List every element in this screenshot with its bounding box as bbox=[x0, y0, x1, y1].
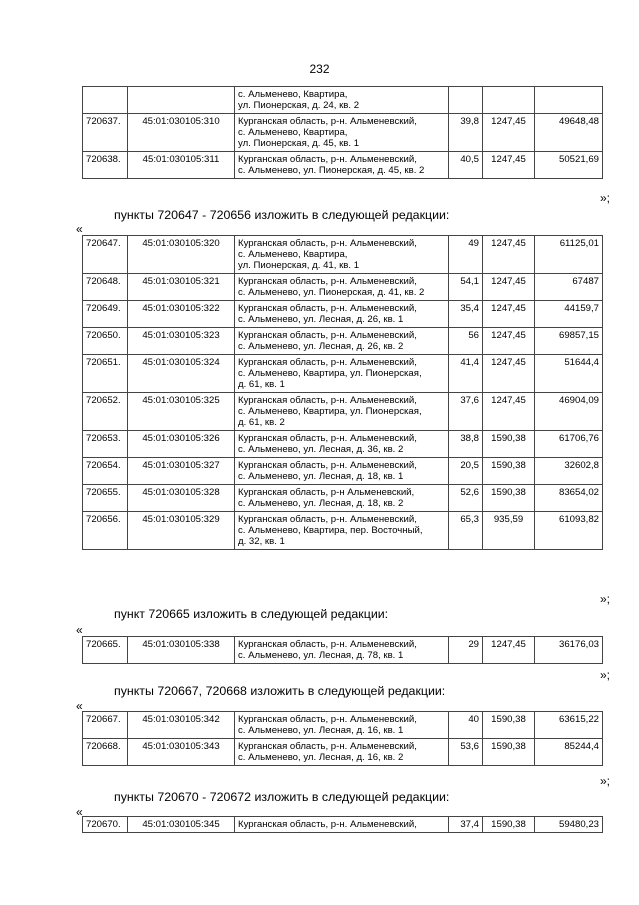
cadastral-number-cell: 45:01:030105:343 bbox=[128, 739, 235, 766]
rate-cell: 1247,45 bbox=[483, 393, 535, 431]
address-line: Курганская область, р-н. Альменевский, bbox=[238, 514, 417, 525]
address-line: с. Альменево, ул. Лесная, д. 26, кв. 2 bbox=[238, 341, 404, 352]
item-number-cell: 720650. bbox=[83, 328, 128, 355]
item-number-cell: 720637. bbox=[83, 114, 128, 152]
cadastral-number-cell: 45:01:030105:329 bbox=[128, 512, 235, 550]
address-line: Курганская область, р-н. Альменевский, bbox=[238, 357, 417, 368]
address-line: Курганская область, р-н. Альменевский, bbox=[238, 714, 417, 725]
section-3-open-quote: « bbox=[76, 699, 83, 713]
cadastral-number-cell: 45:01:030105:311 bbox=[128, 152, 235, 179]
value-cell: 67487 bbox=[535, 274, 603, 301]
cadastral-number-cell: 45:01:030105:326 bbox=[128, 431, 235, 458]
address-line: д. 61, кв. 2 bbox=[238, 417, 285, 428]
item-number-cell: 720665. bbox=[83, 637, 128, 664]
item-number-cell: 720649. bbox=[83, 301, 128, 328]
address-line: с. Альменево, ул. Лесная, д. 18, кв. 1 bbox=[238, 471, 404, 482]
address-line: с. Альменево, Квартира, пер. Восточный, bbox=[238, 525, 423, 536]
table-row bbox=[83, 512, 603, 550]
area-cell: 40,5 bbox=[449, 152, 483, 179]
cadastral-number-cell: 45:01:030105:322 bbox=[128, 301, 235, 328]
cadastral-number-cell: 45:01:030105:345 bbox=[128, 817, 235, 833]
area-cell: 54,1 bbox=[449, 274, 483, 301]
item-number-cell: 720654. bbox=[83, 458, 128, 485]
address-line: Курганская область, р-н. Альменевский, bbox=[238, 303, 417, 314]
area-cell: 35,4 bbox=[449, 301, 483, 328]
value-cell bbox=[535, 87, 603, 114]
rate-cell: 935,59 bbox=[483, 512, 535, 550]
rate-cell: 1247,45 bbox=[483, 301, 535, 328]
address-line: Курганская область, р-н. Альменевский, bbox=[238, 819, 417, 830]
cadastral-number-cell: 45:01:030105:328 bbox=[128, 485, 235, 512]
section-4-heading: пункты 720670 - 720672 изложить в следующей редакции: bbox=[114, 790, 450, 804]
rate-cell: 1590,38 bbox=[483, 431, 535, 458]
value-cell: 83654,02 bbox=[535, 485, 603, 512]
value-cell: 85244,4 bbox=[535, 739, 603, 766]
address-cell bbox=[235, 458, 449, 485]
address-cell bbox=[235, 274, 449, 301]
address-line: с. Альменево, ул. Лесная, д. 16, кв. 2 bbox=[238, 752, 404, 763]
cadastral-number-cell bbox=[128, 87, 235, 114]
address-cell bbox=[235, 393, 449, 431]
address-line: с. Альменево, ул. Лесная, д. 78, кв. 1 bbox=[238, 650, 404, 661]
address-line: ул. Пионерская, д. 41, кв. 1 bbox=[238, 260, 360, 271]
address-line: ул. Пионерская, д. 45, кв. 1 bbox=[238, 138, 360, 149]
table-row bbox=[83, 393, 603, 431]
value-cell: 49648,48 bbox=[535, 114, 603, 152]
section-1-heading: пункты 720647 - 720656 изложить в следующей редакции: bbox=[114, 208, 450, 222]
table-row bbox=[83, 114, 603, 152]
table-row bbox=[83, 236, 603, 274]
section-2-open-quote: « bbox=[76, 623, 83, 637]
address-line: Курганская область, р-н. Альменевский, bbox=[238, 741, 417, 752]
rate-cell: 1590,38 bbox=[483, 458, 535, 485]
address-line: д. 61, кв. 1 bbox=[238, 379, 285, 390]
address-line: Курганская область, р-н. Альменевский, bbox=[238, 395, 417, 406]
value-cell: 50521,69 bbox=[535, 152, 603, 179]
address-cell bbox=[235, 712, 449, 739]
address-line: с. Альменево, ул. Лесная, д. 18, кв. 2 bbox=[238, 498, 404, 509]
table-row bbox=[83, 431, 603, 458]
address-line: с. Альменево, Квартира, ул. Пионерская, bbox=[238, 406, 422, 417]
section-1-open-quote: « bbox=[76, 222, 83, 236]
item-number-cell: 720668. bbox=[83, 739, 128, 766]
area-cell: 65,3 bbox=[449, 512, 483, 550]
value-cell: 51644,4 bbox=[535, 355, 603, 393]
area-cell bbox=[449, 87, 483, 114]
area-cell: 37,4 bbox=[449, 817, 483, 833]
table-row bbox=[83, 152, 603, 179]
section-2-table bbox=[82, 636, 603, 664]
address-line: д. 32, кв. 1 bbox=[238, 536, 285, 547]
rate-cell: 1590,38 bbox=[483, 739, 535, 766]
address-line: ул. Пионерская, д. 24, кв. 2 bbox=[238, 100, 360, 111]
rate-cell: 1247,45 bbox=[483, 328, 535, 355]
cadastral-number-cell: 45:01:030105:323 bbox=[128, 328, 235, 355]
value-cell: 59480,23 bbox=[535, 817, 603, 833]
address-cell bbox=[235, 637, 449, 664]
section-3-heading: пункты 720667, 720668 изложить в следующей редакции: bbox=[114, 684, 446, 698]
address-line: с. Альменево, Квартира, bbox=[238, 89, 348, 100]
value-cell: 69857,15 bbox=[535, 328, 603, 355]
address-cell bbox=[235, 152, 449, 179]
area-cell: 53,6 bbox=[449, 739, 483, 766]
address-cell bbox=[235, 817, 449, 833]
table-row bbox=[83, 301, 603, 328]
address-line: Курганская область, р-н. Альменевский, bbox=[238, 433, 417, 444]
section-1-close-quote: »; bbox=[599, 592, 610, 606]
address-line: Курганская область, р-н Альменевский, bbox=[238, 487, 415, 498]
address-cell bbox=[235, 739, 449, 766]
area-cell: 20,5 bbox=[449, 458, 483, 485]
item-number-cell: 720647. bbox=[83, 236, 128, 274]
table-row bbox=[83, 328, 603, 355]
value-cell: 61706,76 bbox=[535, 431, 603, 458]
section-2-close-quote: »; bbox=[599, 668, 610, 682]
cadastral-number-cell: 45:01:030105:324 bbox=[128, 355, 235, 393]
area-cell: 29 bbox=[449, 637, 483, 664]
address-line: с. Альменево, ул. Лесная, д. 26, кв. 1 bbox=[238, 314, 404, 325]
rate-cell: 1590,38 bbox=[483, 712, 535, 739]
section-3-close-quote: »; bbox=[599, 774, 610, 788]
cadastral-number-cell: 45:01:030105:310 bbox=[128, 114, 235, 152]
address-cell bbox=[235, 301, 449, 328]
table-row bbox=[83, 637, 603, 664]
address-line: с. Альменево, ул. Лесная, д. 36, кв. 2 bbox=[238, 444, 404, 455]
address-cell bbox=[235, 328, 449, 355]
value-cell: 46904,09 bbox=[535, 393, 603, 431]
address-line: с. Альменево, ул. Лесная, д. 16, кв. 1 bbox=[238, 725, 404, 736]
rate-cell: 1247,45 bbox=[483, 274, 535, 301]
address-cell bbox=[235, 87, 449, 114]
rate-cell: 1590,38 bbox=[483, 485, 535, 512]
value-cell: 61093,82 bbox=[535, 512, 603, 550]
table-row bbox=[83, 274, 603, 301]
item-number-cell: 720667. bbox=[83, 712, 128, 739]
address-line: Курганская область, р-н. Альменевский, bbox=[238, 238, 417, 249]
table-row bbox=[83, 739, 603, 766]
table-row bbox=[83, 355, 603, 393]
address-cell bbox=[235, 355, 449, 393]
value-cell: 44159,7 bbox=[535, 301, 603, 328]
area-cell: 40 bbox=[449, 712, 483, 739]
section-2-heading: пункт 720665 изложить в следующей редакции: bbox=[114, 607, 389, 621]
area-cell: 49 bbox=[449, 236, 483, 274]
cadastral-number-cell: 45:01:030105:321 bbox=[128, 274, 235, 301]
address-cell bbox=[235, 431, 449, 458]
area-cell: 41,4 bbox=[449, 355, 483, 393]
section-0-close-quote: »; bbox=[599, 191, 610, 205]
rate-cell: 1247,45 bbox=[483, 152, 535, 179]
rate-cell bbox=[483, 87, 535, 114]
area-cell: 38,8 bbox=[449, 431, 483, 458]
cadastral-number-cell: 45:01:030105:325 bbox=[128, 393, 235, 431]
address-line: Курганская область, р-н. Альменевский, bbox=[238, 116, 417, 127]
cadastral-number-cell: 45:01:030105:342 bbox=[128, 712, 235, 739]
cadastral-number-cell: 45:01:030105:327 bbox=[128, 458, 235, 485]
area-cell: 39,8 bbox=[449, 114, 483, 152]
table-row bbox=[83, 817, 603, 833]
address-cell bbox=[235, 236, 449, 274]
item-number-cell bbox=[83, 87, 128, 114]
area-cell: 52,6 bbox=[449, 485, 483, 512]
page-number: 232 bbox=[309, 62, 330, 76]
address-line: Курганская область, р-н. Альменевский, bbox=[238, 639, 417, 650]
item-number-cell: 720651. bbox=[83, 355, 128, 393]
cadastral-number-cell: 45:01:030105:338 bbox=[128, 637, 235, 664]
address-line: Курганская область, р-н. Альменевский, bbox=[238, 330, 417, 341]
rate-cell: 1247,45 bbox=[483, 114, 535, 152]
rate-cell: 1590,38 bbox=[483, 817, 535, 833]
address-line: с. Альменево, ул. Пионерская, д. 45, кв. 2 bbox=[238, 165, 425, 176]
item-number-cell: 720670. bbox=[83, 817, 128, 833]
section-4-table bbox=[82, 816, 603, 833]
table-row bbox=[83, 87, 603, 114]
address-line: Курганская область, р-н. Альменевский, bbox=[238, 460, 417, 471]
item-number-cell: 720648. bbox=[83, 274, 128, 301]
rate-cell: 1247,45 bbox=[483, 355, 535, 393]
item-number-cell: 720638. bbox=[83, 152, 128, 179]
address-line: Курганская область, р-н. Альменевский, bbox=[238, 154, 417, 165]
section-0-table bbox=[82, 86, 603, 179]
address-line: с. Альменево, ул. Пионерская, д. 41, кв. 2 bbox=[238, 287, 425, 298]
rate-cell: 1247,45 bbox=[483, 637, 535, 664]
address-cell bbox=[235, 512, 449, 550]
address-line: с. Альменево, Квартира, bbox=[238, 127, 348, 138]
table-row bbox=[83, 458, 603, 485]
table-row bbox=[83, 712, 603, 739]
section-3-table bbox=[82, 711, 603, 766]
rate-cell: 1247,45 bbox=[483, 236, 535, 274]
area-cell: 37,6 bbox=[449, 393, 483, 431]
address-line: с. Альменево, Квартира, ул. Пионерская, bbox=[238, 368, 422, 379]
item-number-cell: 720655. bbox=[83, 485, 128, 512]
cadastral-number-cell: 45:01:030105:320 bbox=[128, 236, 235, 274]
address-line: Курганская область, р-н. Альменевский, bbox=[238, 276, 417, 287]
table-row bbox=[83, 485, 603, 512]
item-number-cell: 720653. bbox=[83, 431, 128, 458]
address-cell bbox=[235, 114, 449, 152]
value-cell: 63615,22 bbox=[535, 712, 603, 739]
value-cell: 36176,03 bbox=[535, 637, 603, 664]
item-number-cell: 720656. bbox=[83, 512, 128, 550]
address-line: с. Альменево, Квартира, bbox=[238, 249, 348, 260]
item-number-cell: 720652. bbox=[83, 393, 128, 431]
area-cell: 56 bbox=[449, 328, 483, 355]
section-4-open-quote: « bbox=[76, 805, 83, 819]
section-1-table bbox=[82, 235, 603, 550]
value-cell: 32602,8 bbox=[535, 458, 603, 485]
value-cell: 61125,01 bbox=[535, 236, 603, 274]
address-cell bbox=[235, 485, 449, 512]
